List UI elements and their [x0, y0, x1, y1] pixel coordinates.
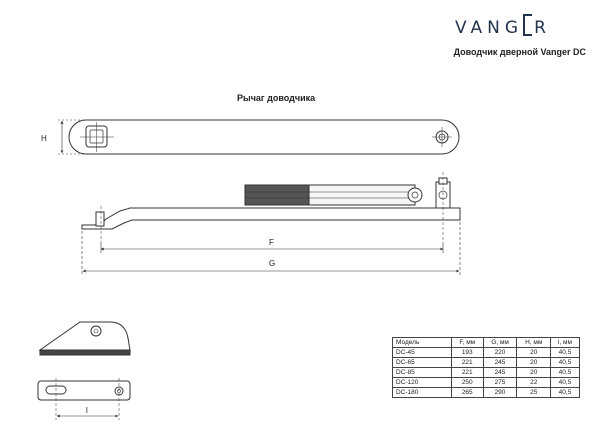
- table-cell: 245: [483, 358, 517, 368]
- table-cell: DC-120: [393, 378, 452, 388]
- column-header: F, мм: [452, 338, 484, 348]
- table-cell: 221: [452, 368, 484, 378]
- table-cell: 20: [517, 358, 550, 368]
- table-row: [393, 348, 580, 358]
- table-cell: 221: [452, 358, 484, 368]
- bracket-top-view: [38, 378, 130, 420]
- table-cell: 250: [452, 378, 484, 388]
- table-row: [393, 358, 580, 368]
- product-title: Доводчик дверной Vanger DC: [453, 47, 586, 57]
- table-cell: 220: [483, 348, 517, 358]
- table-cell: DC-45: [393, 348, 452, 358]
- table-cell: DC-180: [393, 388, 452, 398]
- spec-table: [392, 337, 580, 398]
- table-cell: 22: [517, 378, 550, 388]
- table-row: [393, 368, 580, 378]
- table-cell: DC-65: [393, 358, 452, 368]
- column-header: l, мм: [550, 338, 579, 348]
- lever-side-view: [82, 172, 460, 242]
- bracket-side-view: [40, 322, 130, 355]
- table-row: [393, 378, 580, 388]
- column-header: H, мм: [517, 338, 550, 348]
- table-cell: 40,5: [550, 378, 579, 388]
- dimension-l-label: l: [86, 406, 88, 415]
- table-cell: 20: [517, 368, 550, 378]
- brand-logo-left: VANG: [455, 18, 524, 38]
- table-cell: 275: [483, 378, 517, 388]
- table-cell: 40,5: [550, 358, 579, 368]
- table-row: [393, 388, 580, 398]
- table-cell: 265: [452, 388, 484, 398]
- column-header: G, мм: [483, 338, 517, 348]
- table-cell: 193: [452, 348, 484, 358]
- column-header: Модель: [393, 338, 452, 348]
- section-title: Рычаг доводчика: [237, 93, 316, 103]
- dimension-f-label: F: [269, 238, 274, 247]
- table-cell: 40,5: [550, 348, 579, 358]
- table-cell: 25: [517, 388, 550, 398]
- dimension-g-label: G: [269, 259, 276, 268]
- brand-logo-right: R: [534, 18, 551, 38]
- dimension-h-label: H: [41, 134, 47, 143]
- table-cell: DC-85: [393, 368, 452, 378]
- table-cell: 245: [483, 368, 517, 378]
- spec-table-header: [393, 338, 580, 348]
- table-cell: 20: [517, 348, 550, 358]
- lever-top-view: [69, 120, 459, 154]
- table-cell: 40,5: [550, 388, 579, 398]
- table-cell: 290: [483, 388, 517, 398]
- table-cell: 40,5: [550, 368, 579, 378]
